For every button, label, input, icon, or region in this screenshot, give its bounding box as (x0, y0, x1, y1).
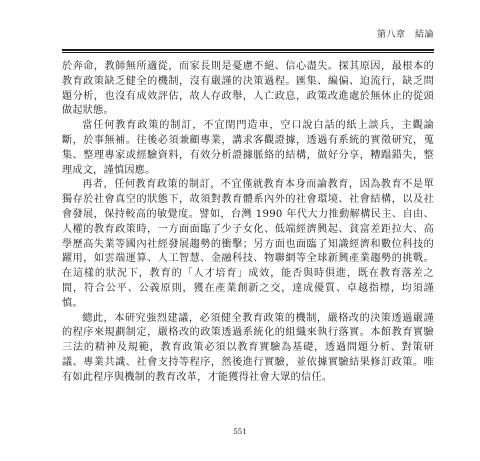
paragraph: 再者，任何教育政策的制訂，不宜僅就教育本身而論教育，因為教育不是單獨存於社會真空的狀態下，故須對教育體系內外的社會環境、社會結構，以及社會發展，保持較高的敏覺度。譬如，台灣 1990 年代大力推動解構民主、自由、人權的教育政策時，一方面面臨了少子女化、低端經濟興起、貧富差距拉大、高學歷高失業等國內社經發展趨勢的衝擊；另方面也面臨了知識經濟和數位科技的躍用，如雲端運算、人工智慧、金融科技、物聯網等全球新興產業趨勢的挑戰。在這樣的狀況下，教育的「人才培育」成效，能否與時俱進，既在教育落差之間，符合公平、公義原則，獲在產業創新之交，達成優質、卓越指標，均須謹慎。 (62, 179, 434, 309)
page-number: 551 (233, 428, 247, 436)
header-rule-thick (62, 49, 434, 51)
paragraph: 總此，本研究強烈建議，必須健全教育政策的機制，嚴格改的決策透過嚴謹的程序來規劃制定，嚴格改的政策透過系統化的組織來執行落實。本館教育實驗三法的精神及規範，教育政策必須以教育實驗為基礎，透過問題分析、對策研議、專業共識、社會支持等程序，然後進行實驗，並依據實驗結果修訂政策。唯有如此程序與機制的教育改革，才能獲得社會大眾的信任。 (62, 312, 434, 383)
paragraph: 當任何教育政策的制訂，不宜閉門造車，空口說白話的紙上談兵，主觀論斷，於事無補。往後必須兼顧專業，講求客觀證據，透過有系統的實徵研究，蒐集、整理專家或經驗資料，有效分析證據脈絡的結構，做好分享，糟蹋錯失，整理成文，謹慎因應。 (62, 120, 434, 176)
header-rule-thin (62, 52, 434, 53)
paragraph-continuation: 於奔命，教師無所適從，而家長則是憂慮不絕、信心盡失。探其原因，最根本的教育政策缺乏健全的機制，沒有嚴謹的決策過程。匯集、編偏、迫流行，缺乏問題分析，也沒有成效評估，故人存政舉，人亡政息，政策改進處於無休止的從頭做起狀態。 (62, 61, 434, 117)
running-header (62, 30, 434, 42)
body-text (62, 60, 434, 386)
chapter-title: 第八章 結論 (376, 30, 434, 40)
